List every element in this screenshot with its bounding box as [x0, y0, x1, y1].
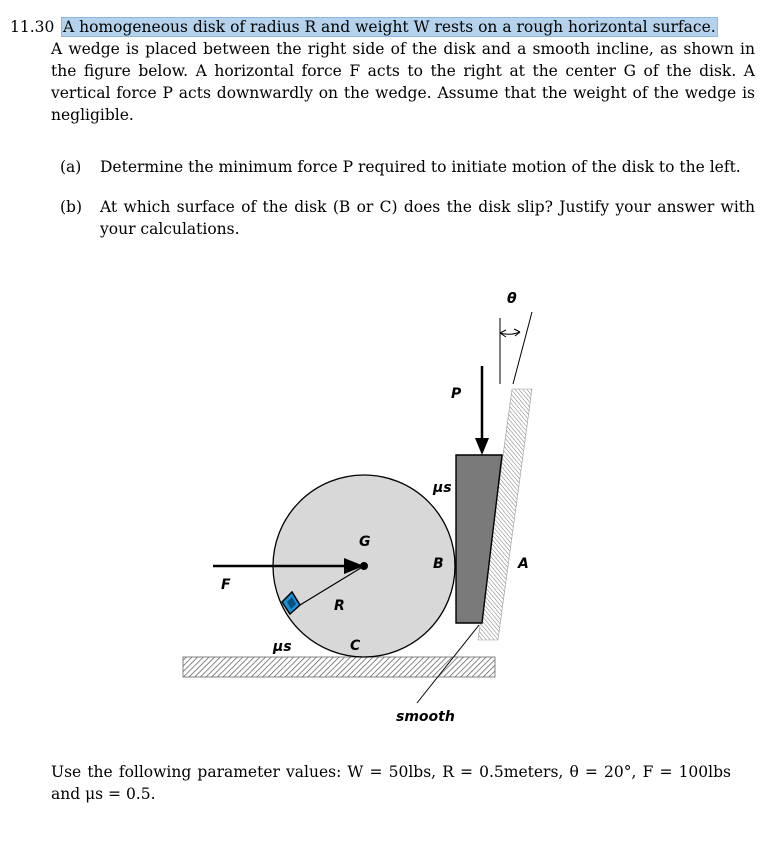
label-theta: θ	[507, 291, 517, 307]
label-g: G	[359, 534, 371, 550]
theta-arc-arrow-right	[514, 329, 520, 336]
label-p: P	[451, 386, 462, 402]
label-b: B	[433, 556, 444, 572]
part-a-label: (a)	[60, 158, 82, 176]
parameter-values: Use the following parameter values: W = 50lbs, R = 0.5meters, θ = 20°, F = 100lbs and μs = 0.5.	[51, 763, 731, 803]
label-f: F	[221, 577, 231, 593]
highlighted-sentence[interactable]: A homogeneous disk of radius R and weight W rests on a rough horizontal surface.	[63, 18, 716, 36]
label-r: R	[334, 598, 345, 614]
part-a-text: Determine the minimum force P required to initiate motion of the disk to the left.	[100, 158, 741, 176]
force-p-arrowhead	[475, 438, 489, 455]
ground-surface	[183, 657, 495, 677]
problem-number: 11.30	[10, 18, 55, 36]
theta-incline-line	[513, 312, 532, 384]
label-a: A	[518, 556, 529, 572]
label-mu-s-top: μs	[433, 480, 452, 496]
part-b-label: (b)	[60, 198, 83, 216]
label-c: C	[350, 638, 361, 654]
part-b-text: At which surface of the disk (B or C) does the disk slip? Justify your answer with your calculations.	[100, 198, 755, 238]
problem-description: A wedge is placed between the right side of the disk and a smooth incline, as shown in the figure below. A horizontal force F acts to the right at the center G of the disk. A vertical force P acts downwardly on the wedge. Assume that the weight of the wedge is negligible.	[51, 40, 755, 124]
label-smooth: smooth	[396, 709, 455, 725]
label-mu-s-bottom: μs	[273, 639, 292, 655]
